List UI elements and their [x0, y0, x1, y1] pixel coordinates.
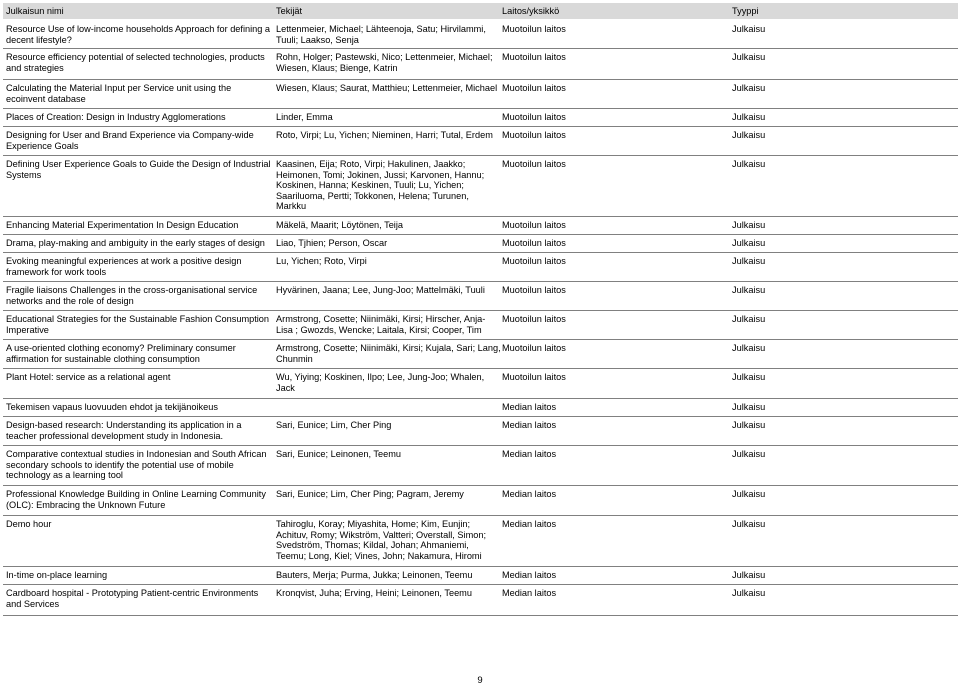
table-row: [3, 585, 958, 616]
title-cell: Cardboard hospital - Prototyping Patient-centric Environments and Services: [6, 588, 259, 609]
unit-cell: Median laitos: [502, 402, 557, 412]
table-row: [3, 49, 958, 80]
unit-cell: Muotoilun laitos: [502, 159, 566, 169]
type-cell: Julkaisu: [732, 285, 766, 295]
authors-cell: Roto, Virpi; Lu, Yichen; Nieminen, Harri; Tutal, Erdem: [276, 130, 493, 140]
authors-cell: Rohn, Holger; Pastewski, Nico; Lettenmeier, Michael; Wiesen, Klaus; Bienge, Katrin: [276, 52, 493, 73]
title-cell: Professional Knowledge Building in Online Learning Community (OLC): Embracing the Unknown Future: [6, 489, 266, 510]
title-cell: Educational Strategies for the Sustainable Fashion Consumption Imperative: [6, 314, 270, 335]
title-cell: Designing for User and Brand Experience via Company-wide Experience Goals: [6, 130, 254, 151]
authors-cell: Sari, Eunice; Lim, Cher Ping: [276, 420, 392, 430]
table-row: [3, 217, 958, 235]
type-cell: Julkaisu: [732, 112, 766, 122]
unit-cell: Muotoilun laitos: [502, 112, 566, 122]
page-number: 9: [477, 675, 483, 686]
title-cell: Comparative contextual studies in Indonesian and South African secondary schools to identify the potential use of mobile technology as a learning tool: [6, 449, 267, 481]
table-row: [3, 311, 958, 340]
unit-cell: Muotoilun laitos: [502, 52, 566, 62]
type-cell: Julkaisu: [732, 83, 766, 93]
authors-cell: Mäkelä, Maarit; Löytönen, Teija: [276, 220, 403, 230]
title-cell: Design-based research: Understanding its application in a teacher professional development study in Indonesia.: [6, 420, 242, 441]
table-row: [3, 417, 958, 446]
table-row: [3, 80, 958, 109]
authors-cell: Kaasinen, Eija; Roto, Virpi; Hakulinen, Jaakko; Heimonen, Tomi; Jokinen, Jussi; Karvonen, Hannu; Koskinen, Hanna; Keskinen, Tuuli; Lu, Yichen; Saariluoma, Pertti; Tokkonen, Helena; Turunen, Markku: [276, 159, 485, 212]
table-row: [3, 340, 958, 369]
title-cell: Drama, play-making and ambiguity in the early stages of design: [6, 238, 265, 248]
type-cell: Julkaisu: [732, 52, 766, 62]
table-row: [3, 446, 958, 486]
authors-cell: Armstrong, Cosette; Niinimäki, Kirsi; Kujala, Sari; Lang, Chunmin: [276, 343, 501, 364]
unit-cell: Muotoilun laitos: [502, 24, 566, 34]
type-cell: Julkaisu: [732, 449, 766, 459]
title-cell: Calculating the Material Input per Service unit using the ecoinvent database: [6, 83, 232, 104]
type-cell: Julkaisu: [732, 130, 766, 140]
unit-cell: Muotoilun laitos: [502, 238, 566, 248]
table-row: [3, 253, 958, 282]
title-cell: Resource efficiency potential of selected technologies, products and strategies: [6, 52, 265, 73]
table-row: [3, 21, 958, 49]
title-cell: Places of Creation: Design in Industry Agglomerations: [6, 112, 226, 122]
unit-cell: Muotoilun laitos: [502, 314, 566, 324]
title-cell: Tekemisen vapaus luovuuden ehdot ja tekijänoikeus: [6, 402, 218, 412]
unit-cell: Median laitos: [502, 489, 557, 499]
table-row: [3, 235, 958, 253]
unit-cell: Muotoilun laitos: [502, 130, 566, 140]
type-cell: Julkaisu: [732, 159, 766, 169]
authors-cell: Kronqvist, Juha; Erving, Heini; Leinonen, Teemu: [276, 588, 472, 598]
type-cell: Julkaisu: [732, 372, 766, 382]
unit-cell: Median laitos: [502, 570, 557, 580]
authors-cell: Wiesen, Klaus; Saurat, Matthieu; Lettenmeier, Michael: [276, 83, 498, 93]
unit-cell: Median laitos: [502, 420, 557, 430]
unit-cell: Median laitos: [502, 449, 557, 459]
authors-cell: Liao, Tjhien; Person, Oscar: [276, 238, 388, 248]
title-cell: Demo hour: [6, 519, 52, 529]
unit-cell: Muotoilun laitos: [502, 256, 566, 266]
type-cell: Julkaisu: [732, 238, 766, 248]
unit-cell: Muotoilun laitos: [502, 343, 566, 353]
title-cell: Enhancing Material Experimentation In Design Education: [6, 220, 239, 230]
header-title: Julkaisun nimi: [6, 6, 64, 16]
title-cell: Evoking meaningful experiences at work a positive design framework for work tools: [6, 256, 242, 277]
title-cell: Resource Use of low-income households Approach for defining a decent lifestyle?: [6, 24, 271, 45]
authors-cell: Lettenmeier, Michael; Lähteenoja, Satu; Hirvilammi, Tuuli; Laakso, Senja: [276, 24, 486, 45]
table-row: [3, 127, 958, 156]
authors-cell: Sari, Eunice; Leinonen, Teemu: [276, 449, 401, 459]
unit-cell: Muotoilun laitos: [502, 83, 566, 93]
table-row: [3, 282, 958, 311]
type-cell: Julkaisu: [732, 343, 766, 353]
unit-cell: Muotoilun laitos: [502, 372, 566, 382]
authors-cell: Tahiroglu, Koray; Miyashita, Home; Kim, Eunjin; Achituv, Romy; Wikström, Valtteri; Overstall, Simon; Svedström, Thomas; Kildal, Johan; Ahmaniemi, Teemu; Long, Kiel; Vines, John; Nakamura, Hiromi: [276, 519, 486, 561]
type-cell: Julkaisu: [732, 588, 766, 598]
header-type: Tyyppi: [732, 6, 759, 16]
authors-cell: Hyvärinen, Jaana; Lee, Jung-Joo; Mattelmäki, Tuuli: [276, 285, 485, 295]
header-unit: Laitos/yksikkö: [502, 6, 560, 16]
title-cell: In-time on-place learning: [6, 570, 108, 580]
type-cell: Julkaisu: [732, 256, 766, 266]
title-cell: Fragile liaisons Challenges in the cross-organisational service networks and the role of design: [6, 285, 258, 306]
unit-cell: Muotoilun laitos: [502, 285, 566, 295]
authors-cell: Wu, Yiying; Koskinen, Ilpo; Lee, Jung-Joo; Whalen, Jack: [276, 372, 485, 393]
title-cell: Defining User Experience Goals to Guide the Design of Industrial Systems: [6, 159, 271, 180]
authors-cell: Sari, Eunice; Lim, Cher Ping; Pagram, Jeremy: [276, 489, 464, 499]
type-cell: Julkaisu: [732, 489, 766, 499]
title-cell: Plant Hotel: service as a relational agent: [6, 372, 171, 382]
title-cell: A use-oriented clothing economy? Preliminary consumer affirmation for sustainable clothing consumption: [6, 343, 236, 364]
unit-cell: Median laitos: [502, 519, 557, 529]
header-authors: Tekijät: [276, 6, 303, 16]
table-row: [3, 567, 958, 585]
type-cell: Julkaisu: [732, 519, 766, 529]
unit-cell: Median laitos: [502, 588, 557, 598]
unit-cell: Muotoilun laitos: [502, 220, 566, 230]
authors-cell: Armstrong, Cosette; Niinimäki, Kirsi; Hirscher, Anja-Lisa ; Gwozds, Wencke; Laitala, Kirsi; Cooper, Tim: [276, 314, 486, 335]
type-cell: Julkaisu: [732, 314, 766, 324]
authors-cell: Bauters, Merja; Purma, Jukka; Leinonen, Teemu: [276, 570, 473, 580]
table-row: [3, 369, 958, 399]
type-cell: Julkaisu: [732, 220, 766, 230]
table-row: [3, 109, 958, 127]
type-cell: Julkaisu: [732, 24, 766, 34]
authors-cell: Linder, Emma: [276, 112, 333, 122]
table-row: [3, 516, 958, 567]
table-header: [3, 3, 958, 19]
type-cell: Julkaisu: [732, 402, 766, 412]
table-row: [3, 399, 958, 417]
authors-cell: Lu, Yichen; Roto, Virpi: [276, 256, 367, 266]
type-cell: Julkaisu: [732, 570, 766, 580]
type-cell: Julkaisu: [732, 420, 766, 430]
table-row: [3, 486, 958, 516]
table-row: [3, 156, 958, 217]
